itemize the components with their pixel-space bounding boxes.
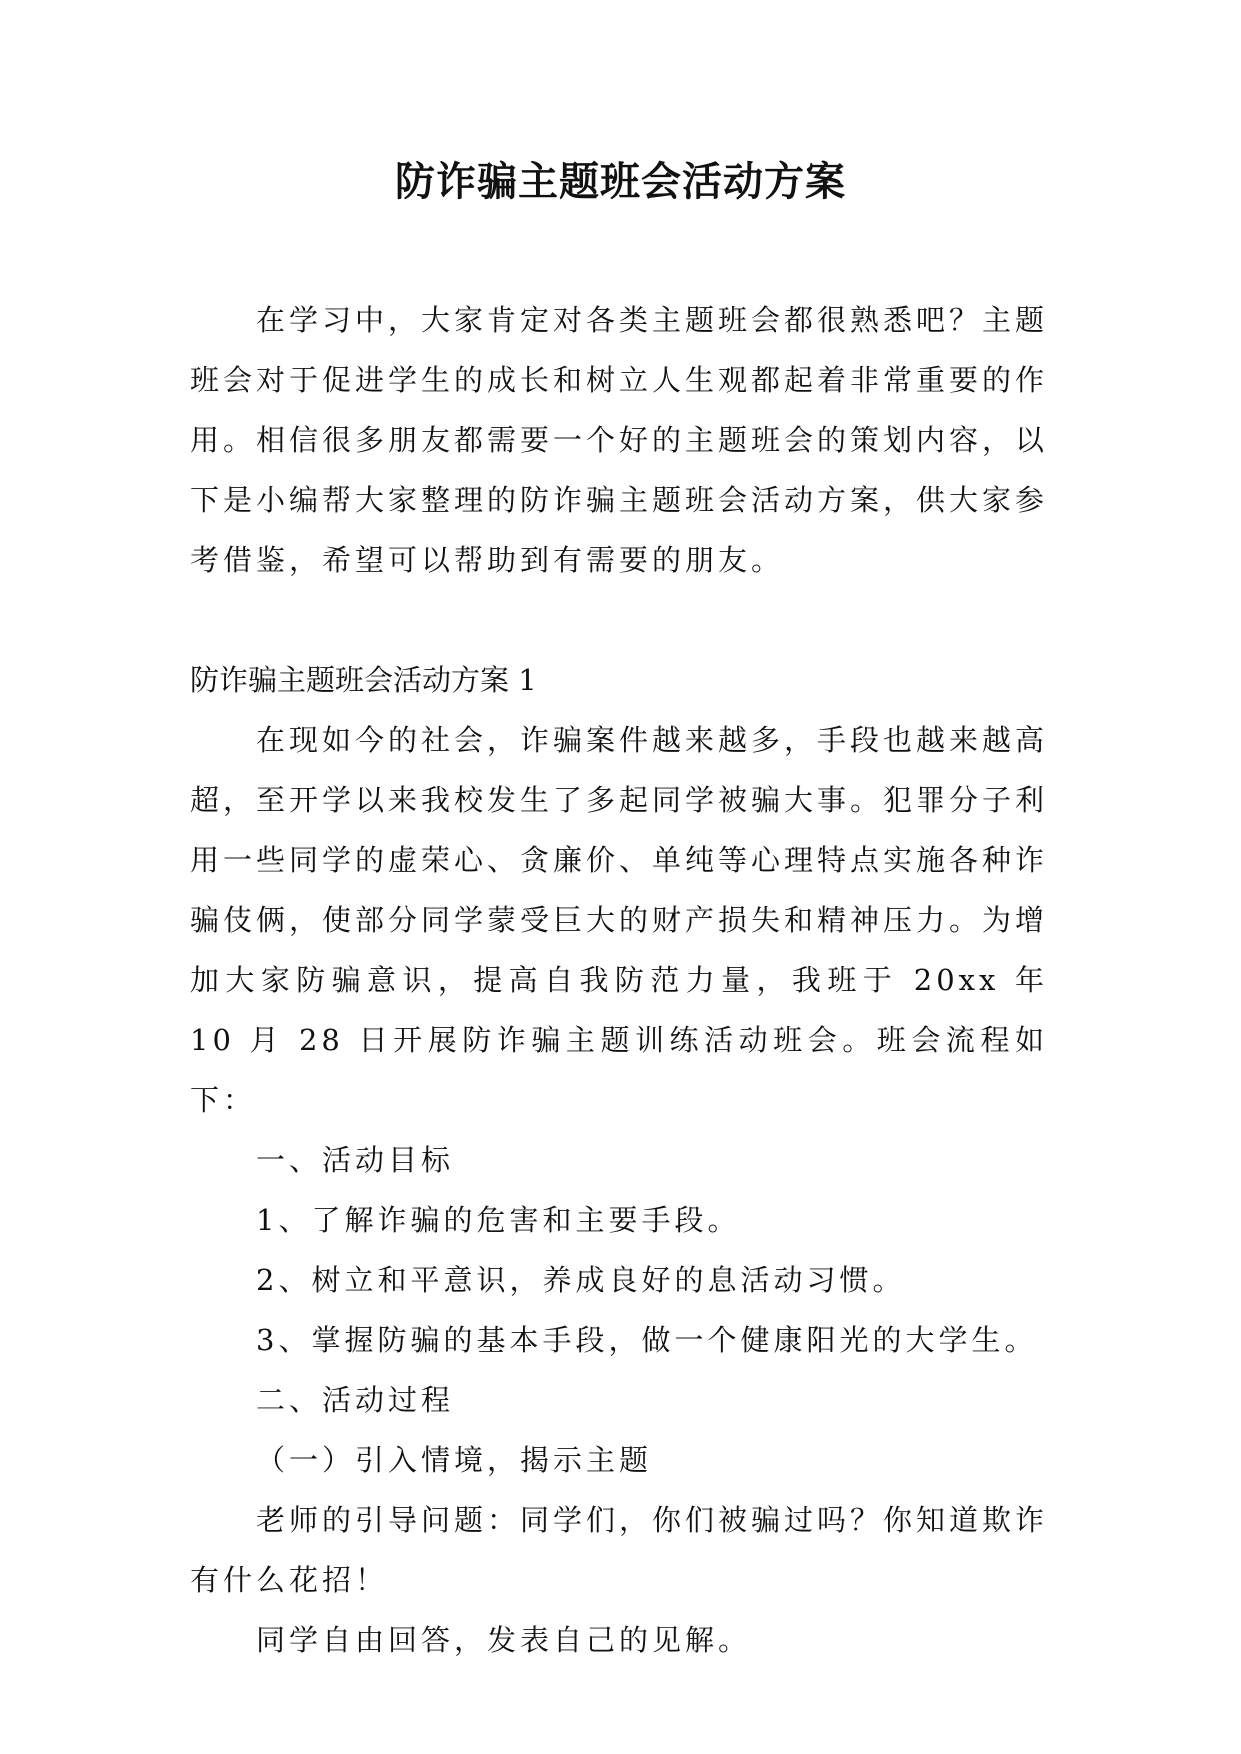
goal-item: 2、树立和平意识，养成良好的息活动习惯。 xyxy=(256,1263,906,1297)
intro-paragraph: 在学习中，大家肯定对各类主题班会都很熟悉吧？主题班会对于促进学生的成长和树立人生观都起着非常重要的作用。相信很多朋友都需要一个好的主题班会的策划内容，以下是小编帮大家整理的防诈骗主题班会活动方案，供大家参考借鉴，希望可以帮助到有需要的朋友。 xyxy=(190,303,1049,577)
goal-item: 3、掌握防骗的基本手段，做一个健康阳光的大学生。 xyxy=(256,1323,1038,1357)
body-paragraph: 同学自由回答，发表自己的见解。 xyxy=(256,1623,752,1657)
body-paragraph: 老师的引导问题：同学们，你们被骗过吗？你知道欺诈有什么花招！ xyxy=(190,1503,1049,1597)
document-title: 防诈骗主题班会活动方案 xyxy=(395,158,846,205)
section-title: 防诈骗主题班会活动方案 1 xyxy=(190,663,537,697)
heading-activity-process: 二、活动过程 xyxy=(256,1383,455,1417)
body-paragraph: 在现如今的社会，诈骗案件越来越多，手段也越来越高超，至开学以来我校发生了多起同学被骗大事。犯罪分子利用一些同学的虚荣心、贪廉价、单纯等心理特点实施各种诈骗伎俩，使部分同学蒙受巨大的财产损失和精神压力。为增加大家防骗意识，提高自我防范力量，我班于 20xx 年 10 月 28 日开展防诈骗主题训练活动班会。班会流程如下： xyxy=(190,723,1049,1117)
subheading-introduction: （一）引入情境，揭示主题 xyxy=(256,1443,653,1477)
goal-item: 1、了解诈骗的危害和主要手段。 xyxy=(256,1203,741,1237)
heading-activity-goals: 一、活动目标 xyxy=(256,1143,455,1177)
document-body xyxy=(190,290,1048,1670)
